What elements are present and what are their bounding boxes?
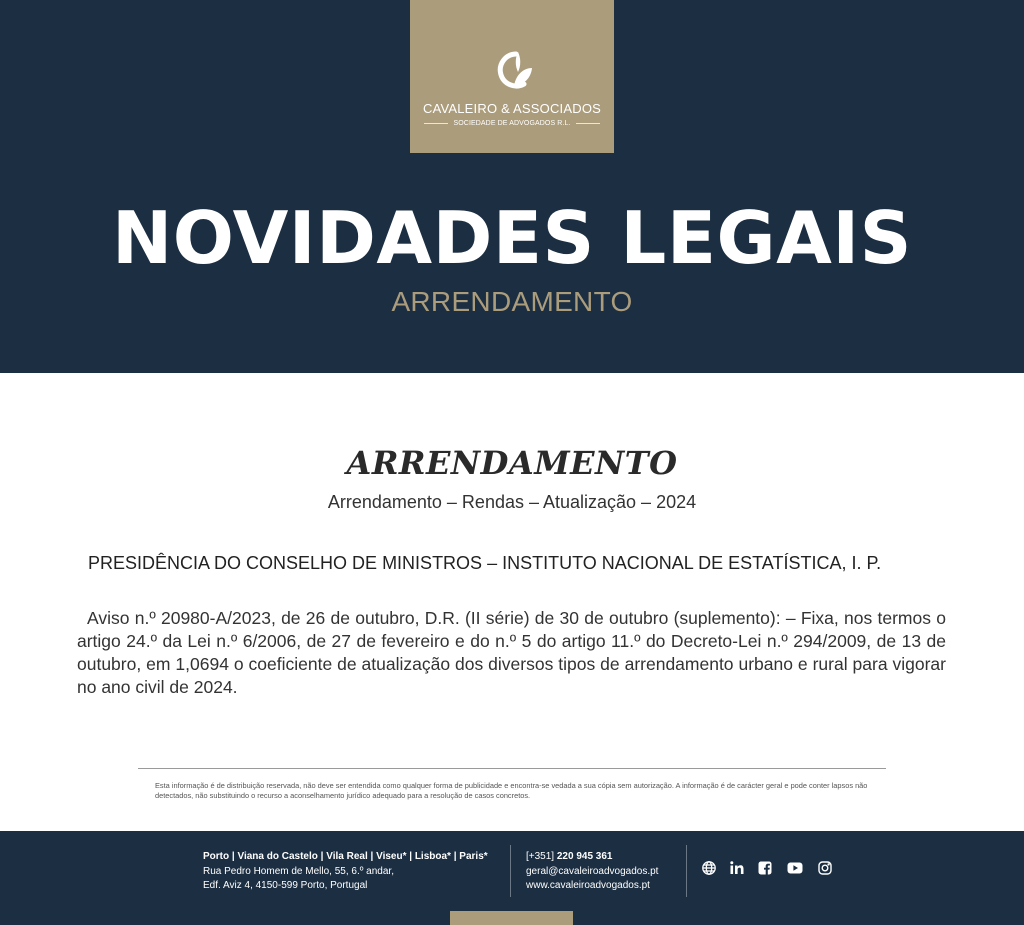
divider xyxy=(138,768,886,769)
section-title: ARRENDAMENTO xyxy=(346,444,678,482)
website-link[interactable]: www.cavaleiroadvogados.pt xyxy=(526,880,650,891)
newsletter-title: NOVIDADES LEGAIS xyxy=(112,196,912,280)
globe-icon[interactable] xyxy=(701,860,717,876)
newsletter-subtitle: ARRENDAMENTO xyxy=(391,286,633,317)
section-keywords: Arrendamento – Rendas – Atualização – 2024 xyxy=(327,492,697,512)
company-logo[interactable] xyxy=(410,0,614,153)
logo-mark-icon xyxy=(494,48,534,96)
phone-prefix: [+351] xyxy=(526,851,555,862)
article-body: Aviso n.º 20980-A/2023, de 26 de outubro, D.R. (II série) de 30 de outubro (suplemento): – Fixa, nos termos o artigo 24.º da Lei n.º 6/2006, de 27 de fevereiro e do n.º 5 do artigo 11.º do Decreto-Lei n.º 294/2009, de 13 de outubro, em 1,0694 o coeficiente de atualização dos diversos tipos de arrendamento urbano e rural para vigorar no ano civil de 2024. xyxy=(77,608,946,697)
phone-number[interactable] xyxy=(526,851,613,862)
footer-separator xyxy=(686,845,687,897)
instagram-icon[interactable] xyxy=(817,860,833,876)
youtube-icon[interactable] xyxy=(785,860,805,876)
issuing-authority: PRESIDÊNCIA DO CONSELHO DE MINISTROS – INSTITUTO NACIONAL DE ESTATÍSTICA, I. P. xyxy=(88,553,882,573)
footer xyxy=(0,831,1024,925)
logo-subtitle-row xyxy=(424,120,600,127)
disclaimer: Esta informação é de distribuição reservada, não deve ser entendida como qualquer forma de publicidade e encontra-se vedada a sua cópia sem autorização. A informação é de carácter geral e pode conter lapsos não detectados, não substituindo o recurso a aconselhamento jurídico adequado para a resolução de casos concretos. xyxy=(155,781,868,800)
facebook-icon[interactable] xyxy=(757,860,773,876)
logo-subtitle: SOCIEDADE DE ADVOGADOS R.L. xyxy=(453,120,571,127)
footer-accent-tab xyxy=(450,911,573,925)
email-link[interactable]: geral@cavaleiroadvogados.pt xyxy=(526,866,659,877)
social-links xyxy=(701,860,833,876)
linkedin-icon[interactable] xyxy=(729,860,745,876)
header-banner xyxy=(0,0,1024,373)
office-cities: Porto | Viana do Castelo | Vila Real | Viseu* | Lisboa* | Paris* xyxy=(203,851,488,862)
logo-rule-left xyxy=(424,123,448,124)
address-line-2: Edf. Aviz 4, 4150-599 Porto, Portugal xyxy=(203,880,368,891)
footer-separator xyxy=(510,845,511,897)
logo-name: CAVALEIRO & ASSOCIADOS xyxy=(422,101,602,116)
phone-value: 220 945 361 xyxy=(556,851,613,862)
logo-rule-right xyxy=(576,123,600,124)
address-line-1: Rua Pedro Homem de Mello, 55, 6.º andar, xyxy=(203,866,394,877)
